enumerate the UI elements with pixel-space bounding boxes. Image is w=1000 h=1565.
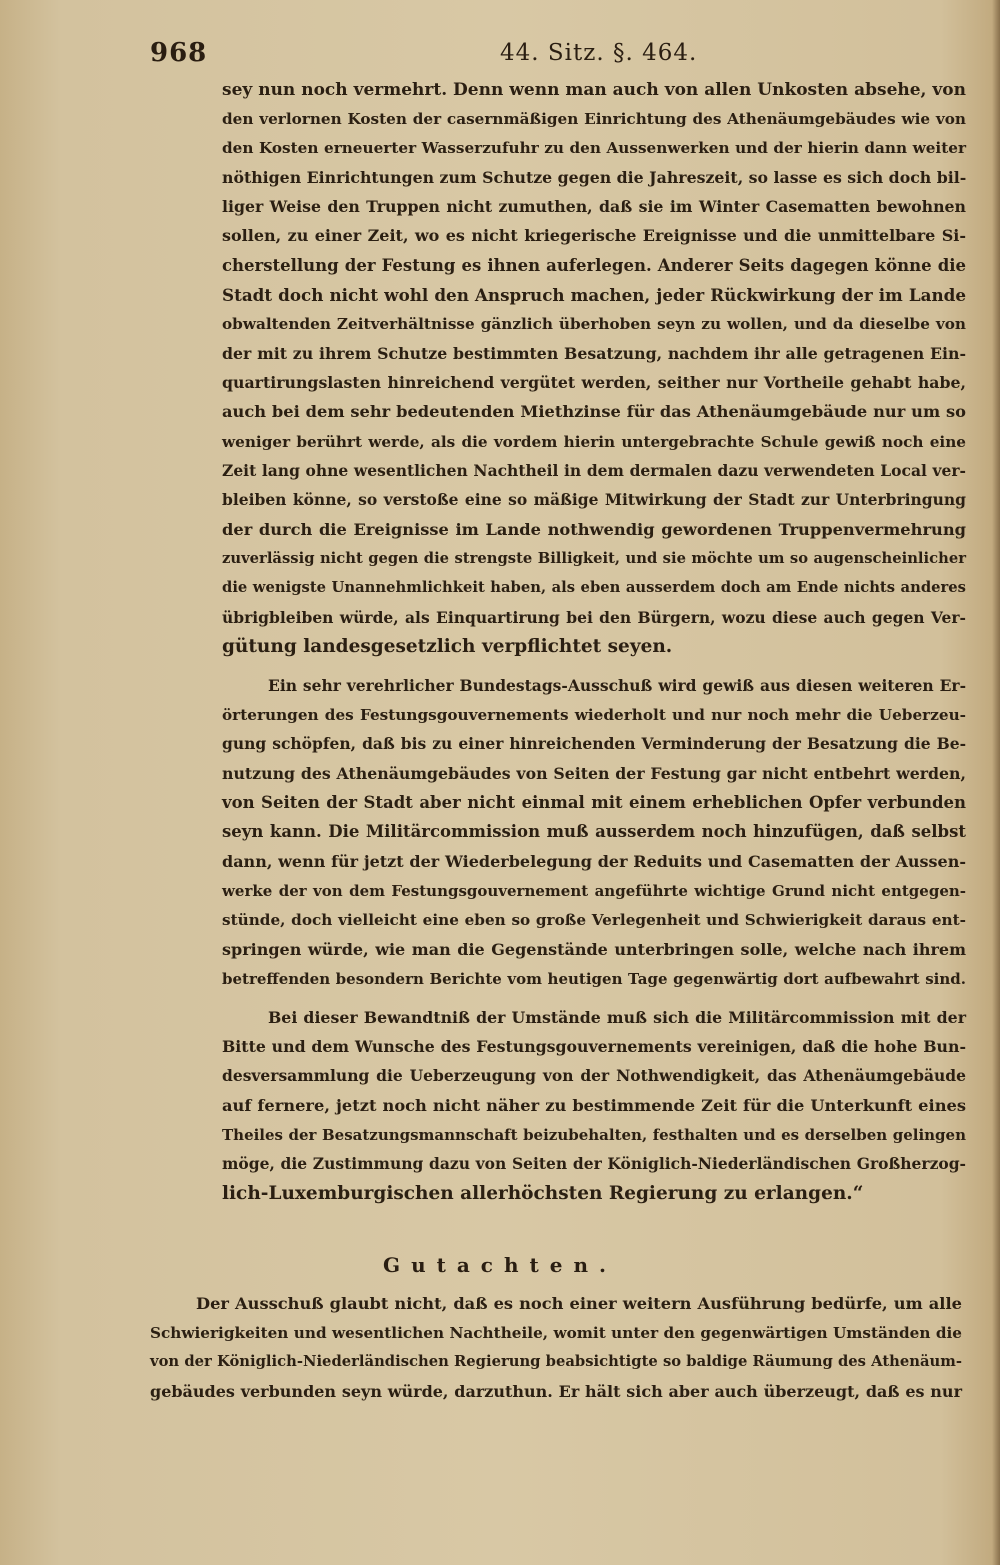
paragraph-first-line: Der Ausschuß glaubt nicht, daß es noch einer weitern Ausführung bedürfe, um alle	[196, 1294, 962, 1313]
paragraph-first-line: Ein sehr verehrlicher Bundestags-Ausschuß wird gewiß aus diesen weiteren Er-	[268, 676, 966, 695]
text-line: auf fernere, jetzt noch nicht näher zu bestimmende Zeit für die Unterkunft eines	[222, 1096, 966, 1115]
text-line: liger Weise den Truppen nicht zumuthen, daß sie im Winter Casematten bewohnen	[222, 197, 966, 216]
text-line: springen würde, wie man die Gegenstände unterbringen solle, welche nach ihrem	[222, 940, 966, 959]
text-line: möge, die Zustimmung dazu von Seiten der Königlich-Niederländischen Großherzog-	[222, 1154, 966, 1173]
text-line: Zeit lang ohne wesentlichen Nachtheil in dem dermalen dazu verwendeten Local ver-	[222, 461, 966, 480]
text-line: quartirungslasten hinreichend vergütet werden, seither nur Vortheile gehabt habe,	[222, 373, 966, 392]
text-line: übrigbleiben würde, als Einquartirung bei den Bürgern, wozu diese auch gegen Ver-	[222, 608, 966, 627]
page-number: 968	[150, 38, 208, 68]
text-line: sey nun noch vermehrt. Denn wenn man auch von allen Unkosten absehe, von	[222, 80, 966, 100]
text-line: betreffenden besondern Berichte vom heutigen Tage gegenwärtig dort aufbewahrt sind.	[222, 970, 966, 988]
text-line: zuverlässig nicht gegen die strengste Billigkeit, und sie möchte um so augenscheinlicher	[222, 550, 966, 567]
text-line: gebäudes verbunden seyn würde, darzuthun. Er hält sich aber auch überzeugt, daß es nur	[150, 1382, 962, 1401]
text-line: sollen, zu einer Zeit, wo es nicht kriegerische Ereignisse und die unmittelbare Si-	[222, 226, 966, 245]
text-line: den Kosten erneuerter Wasserzufuhr zu den Aussenwerken und der hierin dann weiter	[222, 139, 966, 157]
running-head: 44. Sitz. §. 464.	[500, 40, 698, 66]
text-line: Schwierigkeiten und wesentlichen Nachtheile, womit unter den gegenwärtigen Umständen die	[150, 1324, 962, 1342]
text-line: die wenigste Unannehmlichkeit haben, als eben ausserdem doch am Ende nichts anderes	[222, 579, 966, 596]
text-line: bleiben könne, so verstoße eine so mäßige Mitwirkung der Stadt zur Unterbringung	[222, 490, 966, 509]
text-line: stünde, doch vielleicht eine eben so große Verlegenheit und Schwierigkeit daraus ent-	[222, 911, 966, 929]
text-line: auch bei dem sehr bedeutenden Miethzinse für das Athenäumgebäude nur um so	[222, 402, 966, 421]
text-line: cherstellung der Festung es ihnen auferlegen. Anderer Seits dagegen könne die	[222, 256, 966, 275]
text-line: Theiles der Besatzungsmannschaft beizubehalten, festhalten und es derselben gelingen	[222, 1126, 966, 1144]
text-line: der durch die Ereignisse im Lande nothwendig gewordenen Truppenvermehrung	[222, 520, 966, 539]
text-line: weniger berührt werde, als die vordem hierin untergebrachte Schule gewiß noch eine	[222, 433, 966, 451]
text-line: gütung landesgesetzlich verpflichtet seyen.	[222, 636, 673, 657]
text-line: Stadt doch nicht wohl den Anspruch machen, jeder Rückwirkung der im Lande	[222, 285, 966, 305]
text-line: örterungen des Festungsgouvernements wiederholt und nur noch mehr die Ueberzeu-	[222, 706, 966, 724]
text-line: dann, wenn für jetzt der Wiederbelegung der Reduits und Casematten der Aussen-	[222, 852, 966, 871]
text-line: Bitte und dem Wunsche des Festungsgouvernements vereinigen, daß die hohe Bun-	[222, 1037, 966, 1056]
paragraph-first-line: Bei dieser Bewandtniß der Umstände muß sich die Militärcommission mit der	[268, 1008, 966, 1027]
text-line: lich-Luxemburgischen allerhöchsten Regierung zu erlangen.“	[222, 1183, 864, 1204]
text-line: nutzung des Athenäumgebäudes von Seiten der Festung gar nicht entbehrt werden,	[222, 764, 966, 783]
text-line: den verlornen Kosten der casernmäßigen Einrichtung des Athenäumgebäudes wie von	[222, 110, 966, 128]
text-line: seyn kann. Die Militärcommission muß ausserdem noch hinzufügen, daß selbst	[222, 822, 966, 841]
text-line: nöthigen Einrichtungen zum Schutze gegen die Jahreszeit, so lasse es sich doch bil-	[222, 168, 967, 187]
text-line: werke der von dem Festungsgouvernement angeführte wichtige Grund nicht entgegen-	[222, 882, 966, 900]
text-line: desversammlung die Ueberzeugung von der Nothwendigkeit, das Athenäumgebäude	[222, 1066, 966, 1085]
section-heading: Gutachten.	[382, 1253, 617, 1277]
text-line: von der Königlich-Niederländischen Regierung beabsichtigte so baldige Räumung des Athenäum-	[150, 1353, 962, 1370]
page-edge-shadow	[992, 0, 1000, 1565]
text-line: der mit zu ihrem Schutze bestimmten Besatzung, nachdem ihr alle getragenen Ein-	[222, 344, 966, 363]
text-line: von Seiten der Stadt aber nicht einmal mit einem erheblichen Opfer verbunden	[222, 793, 966, 812]
text-line: obwaltenden Zeitverhältnisse gänzlich überhoben seyn zu wollen, und da dieselbe von	[222, 315, 966, 333]
text-line: gung schöpfen, daß bis zu einer hinreichenden Verminderung der Besatzung die Be-	[222, 734, 966, 753]
